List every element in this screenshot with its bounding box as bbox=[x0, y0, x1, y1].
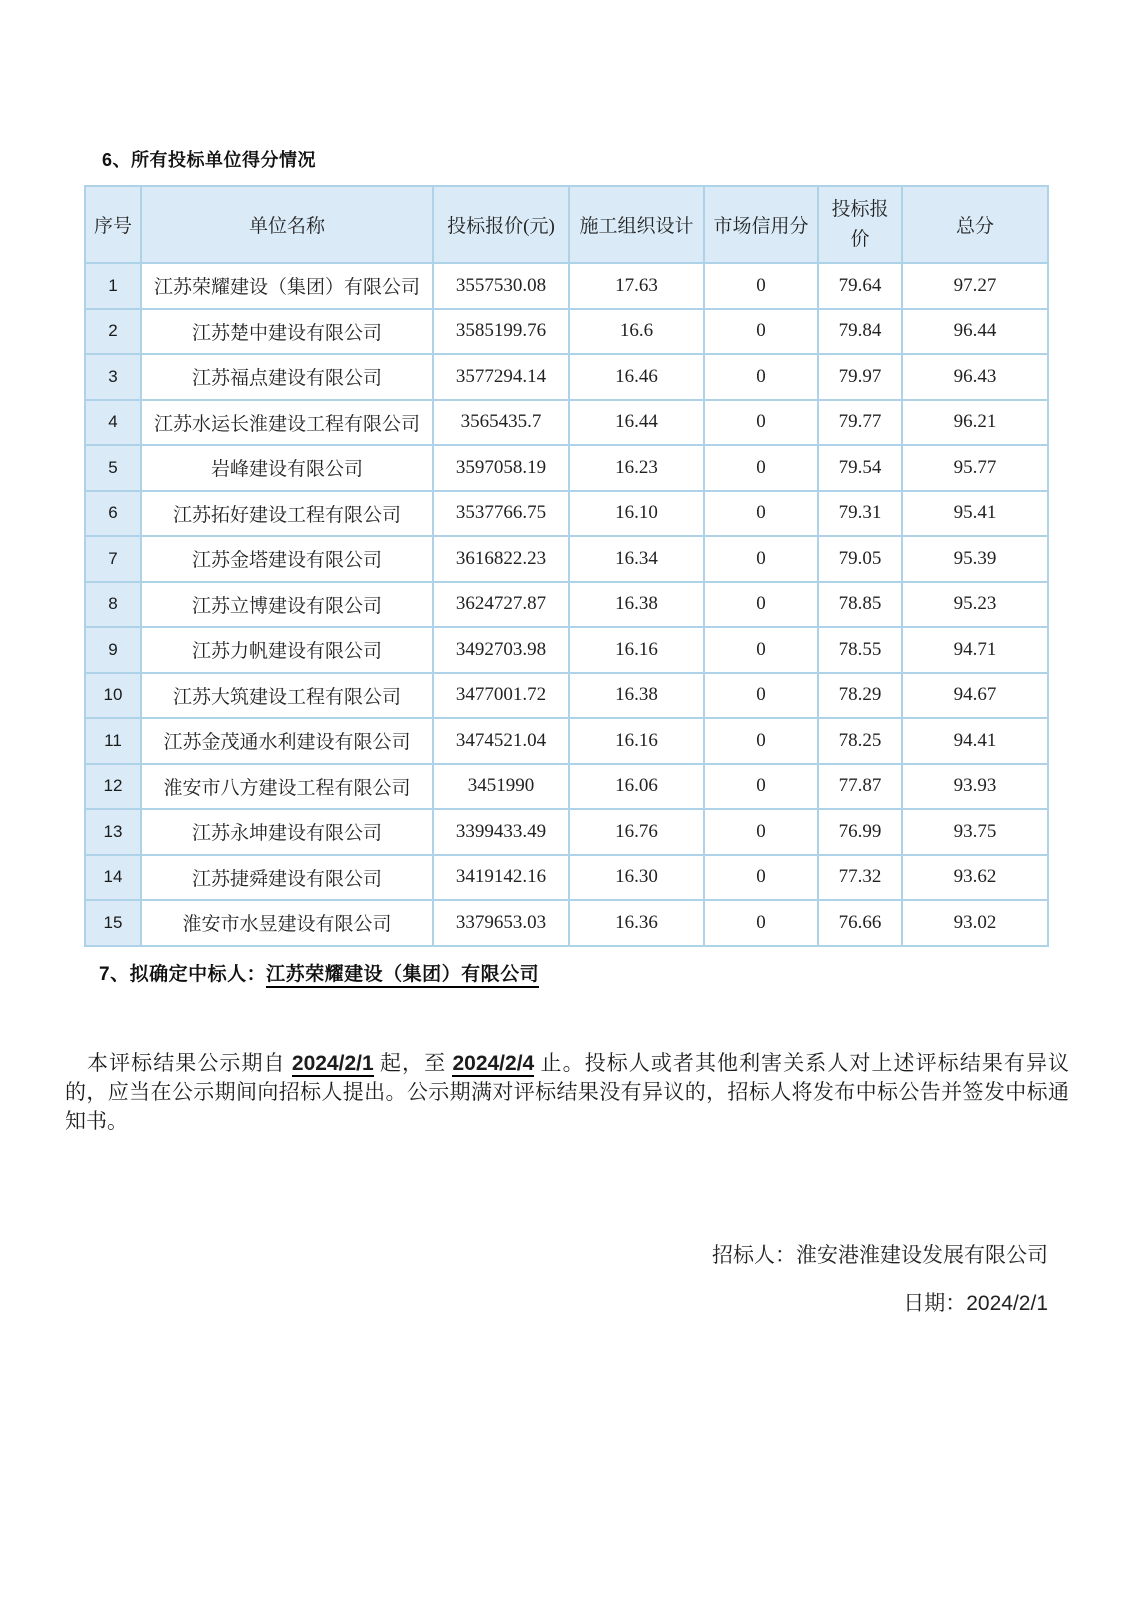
date-signature bbox=[903, 1287, 1048, 1317]
cell-company-name: 江苏水运长淮建设工程有限公司 bbox=[141, 400, 433, 446]
cell-bid-price: 3577294.14 bbox=[433, 354, 569, 400]
cell-total-score: 94.71 bbox=[902, 627, 1048, 673]
column-header-total-score: 总分 bbox=[902, 186, 1048, 263]
section6-heading: 6、所有投标单位得分情况 bbox=[102, 150, 317, 170]
notice-lead: 本评标结果公示期自 bbox=[87, 1051, 292, 1075]
cell-bid-price: 3537766.75 bbox=[433, 491, 569, 537]
cell-index: 10 bbox=[85, 673, 141, 719]
cell-index: 1 bbox=[85, 263, 141, 309]
table-row bbox=[85, 354, 1048, 400]
table-row bbox=[85, 491, 1048, 537]
table-row bbox=[85, 582, 1048, 628]
cell-price-score: 77.32 bbox=[818, 855, 902, 901]
publicity-notice-paragraph bbox=[65, 1049, 1069, 1136]
cell-construction-design-score: 16.44 bbox=[569, 400, 704, 446]
cell-price-score: 79.97 bbox=[818, 354, 902, 400]
cell-construction-design-score: 16.36 bbox=[569, 900, 704, 946]
column-header-bid-price: 投标报价(元) bbox=[433, 186, 569, 263]
notice-tail: 止。投标人或者其他利害关系人对上述评标结果有异议的，应当在公示期间向招标人提出。公示期满对评标结果没有异议的，招标人将发布中标公告并签发中标通知书。 bbox=[65, 1051, 1070, 1133]
cell-market-credit-score: 0 bbox=[704, 855, 818, 901]
cell-bid-price: 3419142.16 bbox=[433, 855, 569, 901]
cell-construction-design-score: 16.6 bbox=[569, 309, 704, 355]
cell-price-score: 79.05 bbox=[818, 536, 902, 582]
cell-price-score: 76.66 bbox=[818, 900, 902, 946]
cell-company-name: 江苏荣耀建设（集团）有限公司 bbox=[141, 263, 433, 309]
date-label: 日期： bbox=[903, 1291, 967, 1315]
winner-name: 江苏荣耀建设（集团）有限公司 bbox=[266, 964, 539, 988]
cell-market-credit-score: 0 bbox=[704, 536, 818, 582]
cell-construction-design-score: 16.46 bbox=[569, 354, 704, 400]
column-header-market-credit-score: 市场信用分 bbox=[704, 186, 818, 263]
table-row bbox=[85, 536, 1048, 582]
cell-bid-price: 3616822.23 bbox=[433, 536, 569, 582]
cell-index: 4 bbox=[85, 400, 141, 446]
column-header-company-name: 单位名称 bbox=[141, 186, 433, 263]
cell-construction-design-score: 16.38 bbox=[569, 673, 704, 719]
cell-market-credit-score: 0 bbox=[704, 627, 818, 673]
cell-index: 14 bbox=[85, 855, 141, 901]
cell-total-score: 95.23 bbox=[902, 582, 1048, 628]
cell-market-credit-score: 0 bbox=[704, 809, 818, 855]
table-row bbox=[85, 718, 1048, 764]
cell-bid-price: 3585199.76 bbox=[433, 309, 569, 355]
cell-index: 9 bbox=[85, 627, 141, 673]
table-row bbox=[85, 673, 1048, 719]
table-row bbox=[85, 900, 1048, 946]
cell-construction-design-score: 16.16 bbox=[569, 718, 704, 764]
cell-index: 5 bbox=[85, 445, 141, 491]
cell-construction-design-score: 17.63 bbox=[569, 263, 704, 309]
cell-market-credit-score: 0 bbox=[704, 354, 818, 400]
table-row bbox=[85, 263, 1048, 309]
cell-market-credit-score: 0 bbox=[704, 445, 818, 491]
cell-index: 3 bbox=[85, 354, 141, 400]
cell-construction-design-score: 16.34 bbox=[569, 536, 704, 582]
cell-company-name: 江苏力帆建设有限公司 bbox=[141, 627, 433, 673]
cell-price-score: 77.87 bbox=[818, 764, 902, 810]
cell-bid-price: 3474521.04 bbox=[433, 718, 569, 764]
table-row bbox=[85, 445, 1048, 491]
cell-market-credit-score: 0 bbox=[704, 900, 818, 946]
score-table-body bbox=[85, 263, 1048, 946]
tenderer-signature: 招标人：淮安港淮建设发展有限公司 bbox=[712, 1243, 1048, 1267]
column-header-price-score: 投标报价 bbox=[818, 186, 902, 263]
cell-market-credit-score: 0 bbox=[704, 582, 818, 628]
date-value: 2024/2/1 bbox=[966, 1292, 1048, 1315]
cell-bid-price: 3399433.49 bbox=[433, 809, 569, 855]
cell-price-score: 79.54 bbox=[818, 445, 902, 491]
cell-index: 12 bbox=[85, 764, 141, 810]
score-table bbox=[84, 185, 1049, 947]
cell-index: 7 bbox=[85, 536, 141, 582]
cell-bid-price: 3379653.03 bbox=[433, 900, 569, 946]
cell-market-credit-score: 0 bbox=[704, 718, 818, 764]
cell-construction-design-score: 16.38 bbox=[569, 582, 704, 628]
cell-index: 6 bbox=[85, 491, 141, 537]
cell-company-name: 淮安市水昱建设有限公司 bbox=[141, 900, 433, 946]
cell-bid-price: 3597058.19 bbox=[433, 445, 569, 491]
cell-total-score: 96.21 bbox=[902, 400, 1048, 446]
cell-company-name: 江苏捷舜建设有限公司 bbox=[141, 855, 433, 901]
cell-index: 11 bbox=[85, 718, 141, 764]
cell-total-score: 95.39 bbox=[902, 536, 1048, 582]
cell-company-name: 江苏福点建设有限公司 bbox=[141, 354, 433, 400]
table-row bbox=[85, 309, 1048, 355]
cell-price-score: 78.85 bbox=[818, 582, 902, 628]
cell-market-credit-score: 0 bbox=[704, 673, 818, 719]
cell-price-score: 79.77 bbox=[818, 400, 902, 446]
cell-index: 15 bbox=[85, 900, 141, 946]
cell-bid-price: 3451990 bbox=[433, 764, 569, 810]
cell-total-score: 94.67 bbox=[902, 673, 1048, 719]
table-row bbox=[85, 764, 1048, 810]
cell-bid-price: 3624727.87 bbox=[433, 582, 569, 628]
cell-company-name: 岩峰建设有限公司 bbox=[141, 445, 433, 491]
column-header-construction-design-score: 施工组织设计 bbox=[569, 186, 704, 263]
cell-price-score: 76.99 bbox=[818, 809, 902, 855]
cell-company-name: 江苏拓好建设工程有限公司 bbox=[141, 491, 433, 537]
cell-company-name: 江苏立博建设有限公司 bbox=[141, 582, 433, 628]
cell-company-name: 淮安市八方建设工程有限公司 bbox=[141, 764, 433, 810]
cell-company-name: 江苏永坤建设有限公司 bbox=[141, 809, 433, 855]
table-row bbox=[85, 809, 1048, 855]
notice-mid: 起，至 bbox=[373, 1051, 453, 1075]
cell-total-score: 96.43 bbox=[902, 354, 1048, 400]
cell-construction-design-score: 16.23 bbox=[569, 445, 704, 491]
table-row bbox=[85, 400, 1048, 446]
publicity-end-date: 2024/2/4 bbox=[452, 1052, 535, 1075]
cell-total-score: 94.41 bbox=[902, 718, 1048, 764]
cell-company-name: 江苏楚中建设有限公司 bbox=[141, 309, 433, 355]
publicity-start-date: 2024/2/1 bbox=[291, 1052, 374, 1075]
section7-prefix: 7、拟确定中标人： bbox=[99, 964, 267, 985]
section7-heading bbox=[99, 959, 539, 986]
cell-company-name: 江苏大筑建设工程有限公司 bbox=[141, 673, 433, 719]
cell-construction-design-score: 16.30 bbox=[569, 855, 704, 901]
cell-construction-design-score: 16.06 bbox=[569, 764, 704, 810]
cell-total-score: 93.02 bbox=[902, 900, 1048, 946]
cell-total-score: 93.93 bbox=[902, 764, 1048, 810]
cell-index: 2 bbox=[85, 309, 141, 355]
cell-index: 13 bbox=[85, 809, 141, 855]
cell-bid-price: 3477001.72 bbox=[433, 673, 569, 719]
cell-total-score: 93.62 bbox=[902, 855, 1048, 901]
cell-index: 8 bbox=[85, 582, 141, 628]
score-table-head bbox=[85, 186, 1048, 263]
cell-market-credit-score: 0 bbox=[704, 309, 818, 355]
cell-company-name: 江苏金茂通水利建设有限公司 bbox=[141, 718, 433, 764]
cell-total-score: 96.44 bbox=[902, 309, 1048, 355]
cell-price-score: 78.25 bbox=[818, 718, 902, 764]
cell-construction-design-score: 16.10 bbox=[569, 491, 704, 537]
cell-company-name: 江苏金塔建设有限公司 bbox=[141, 536, 433, 582]
cell-market-credit-score: 0 bbox=[704, 263, 818, 309]
table-row bbox=[85, 627, 1048, 673]
cell-total-score: 97.27 bbox=[902, 263, 1048, 309]
cell-price-score: 79.64 bbox=[818, 263, 902, 309]
cell-bid-price: 3492703.98 bbox=[433, 627, 569, 673]
table-row bbox=[85, 855, 1048, 901]
cell-total-score: 93.75 bbox=[902, 809, 1048, 855]
cell-total-score: 95.77 bbox=[902, 445, 1048, 491]
cell-construction-design-score: 16.16 bbox=[569, 627, 704, 673]
cell-price-score: 78.29 bbox=[818, 673, 902, 719]
cell-total-score: 95.41 bbox=[902, 491, 1048, 537]
column-header-index: 序号 bbox=[85, 186, 141, 263]
cell-price-score: 79.31 bbox=[818, 491, 902, 537]
score-table-header-row bbox=[85, 186, 1048, 263]
cell-market-credit-score: 0 bbox=[704, 764, 818, 810]
cell-bid-price: 3557530.08 bbox=[433, 263, 569, 309]
cell-price-score: 78.55 bbox=[818, 627, 902, 673]
cell-bid-price: 3565435.7 bbox=[433, 400, 569, 446]
cell-market-credit-score: 0 bbox=[704, 491, 818, 537]
cell-construction-design-score: 16.76 bbox=[569, 809, 704, 855]
cell-market-credit-score: 0 bbox=[704, 400, 818, 446]
cell-price-score: 79.84 bbox=[818, 309, 902, 355]
